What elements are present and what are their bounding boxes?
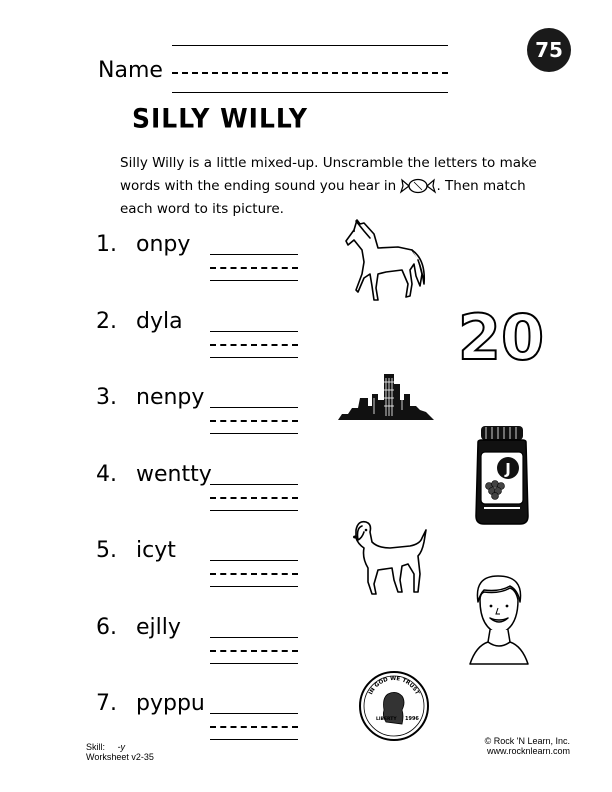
twenty-icon — [457, 301, 545, 374]
skill-value: -y — [117, 742, 126, 752]
copyright: © Rock 'N Learn, Inc. — [484, 736, 570, 746]
item-number: 5. — [96, 538, 117, 563]
scrambled-word: nenpy — [136, 385, 205, 410]
answer-line-top — [210, 407, 298, 408]
answer-line-top — [210, 254, 298, 255]
twenty-number: 20 — [457, 301, 545, 374]
page-number-badge — [527, 28, 571, 72]
scrambled-word: icyt — [136, 538, 176, 563]
city-icon — [338, 370, 434, 422]
item-number: 1. — [96, 232, 117, 257]
website: www.rocknlearn.com — [486, 746, 570, 756]
jelly-jar-icon — [472, 424, 532, 526]
footer-right — [485, 736, 570, 756]
horse-icon — [340, 214, 432, 304]
item-number: 6. — [96, 614, 117, 640]
answer-line-bottom — [210, 510, 298, 511]
instructions-part1: Silly Willy is a little mixed-up. Unscramble the letters to make words with the ending sound you hear in — [120, 155, 537, 194]
answer-line-dashed[interactable] — [210, 344, 298, 346]
jar-label: J — [505, 460, 511, 478]
scrambled-word: wentty — [136, 461, 212, 487]
scrambled-word: onpy — [136, 232, 191, 257]
answer-line-bottom — [210, 663, 298, 664]
scrambled-word: dyla — [136, 308, 183, 334]
lady-icon — [466, 572, 532, 668]
name-line-top — [172, 45, 448, 46]
scrambled-word: pyppu — [136, 691, 205, 716]
answer-line-dashed[interactable] — [210, 650, 298, 652]
answer-line-bottom — [210, 586, 298, 587]
answer-line-bottom — [210, 280, 298, 281]
answer-line-dashed[interactable] — [210, 726, 298, 728]
answer-line-dashed[interactable] — [210, 573, 298, 575]
instructions-part2: . Then match each word to its picture. — [120, 178, 526, 217]
answer-line-top — [210, 331, 298, 332]
answer-line-bottom — [210, 357, 298, 358]
coin-motto: IN GOD WE TRUST — [368, 675, 420, 696]
name-label: Name — [98, 58, 163, 83]
penny-icon — [358, 670, 430, 742]
answer-line-dashed[interactable] — [210, 267, 298, 269]
answer-line-top — [210, 637, 298, 638]
instructions — [120, 152, 560, 221]
item-number: 2. — [96, 308, 117, 334]
skill-label: Skill: — [86, 742, 106, 752]
answer-line-top — [210, 484, 298, 485]
answer-line-top — [210, 560, 298, 561]
footer-left — [86, 742, 154, 762]
answer-line-bottom — [210, 739, 298, 740]
answer-line-top — [210, 713, 298, 714]
page-title: SILLY WILLY — [132, 103, 309, 134]
item-number: 4. — [96, 461, 117, 487]
item-number: 3. — [96, 385, 117, 410]
answer-line-dashed[interactable] — [210, 420, 298, 422]
coin-liberty: LIBERTY — [376, 717, 397, 722]
worksheet-id: Worksheet v2-35 — [86, 752, 154, 762]
page-number: 75 — [535, 38, 563, 62]
name-line-dashed — [172, 72, 448, 74]
item-number: 7. — [96, 691, 117, 716]
candy-icon — [400, 177, 436, 195]
scrambled-word: ejlly — [136, 614, 181, 640]
name-line-bottom[interactable] — [172, 92, 448, 93]
coin-year: 1996 — [405, 716, 419, 722]
puppy-icon — [348, 518, 430, 598]
answer-line-dashed[interactable] — [210, 497, 298, 499]
answer-line-bottom — [210, 433, 298, 434]
